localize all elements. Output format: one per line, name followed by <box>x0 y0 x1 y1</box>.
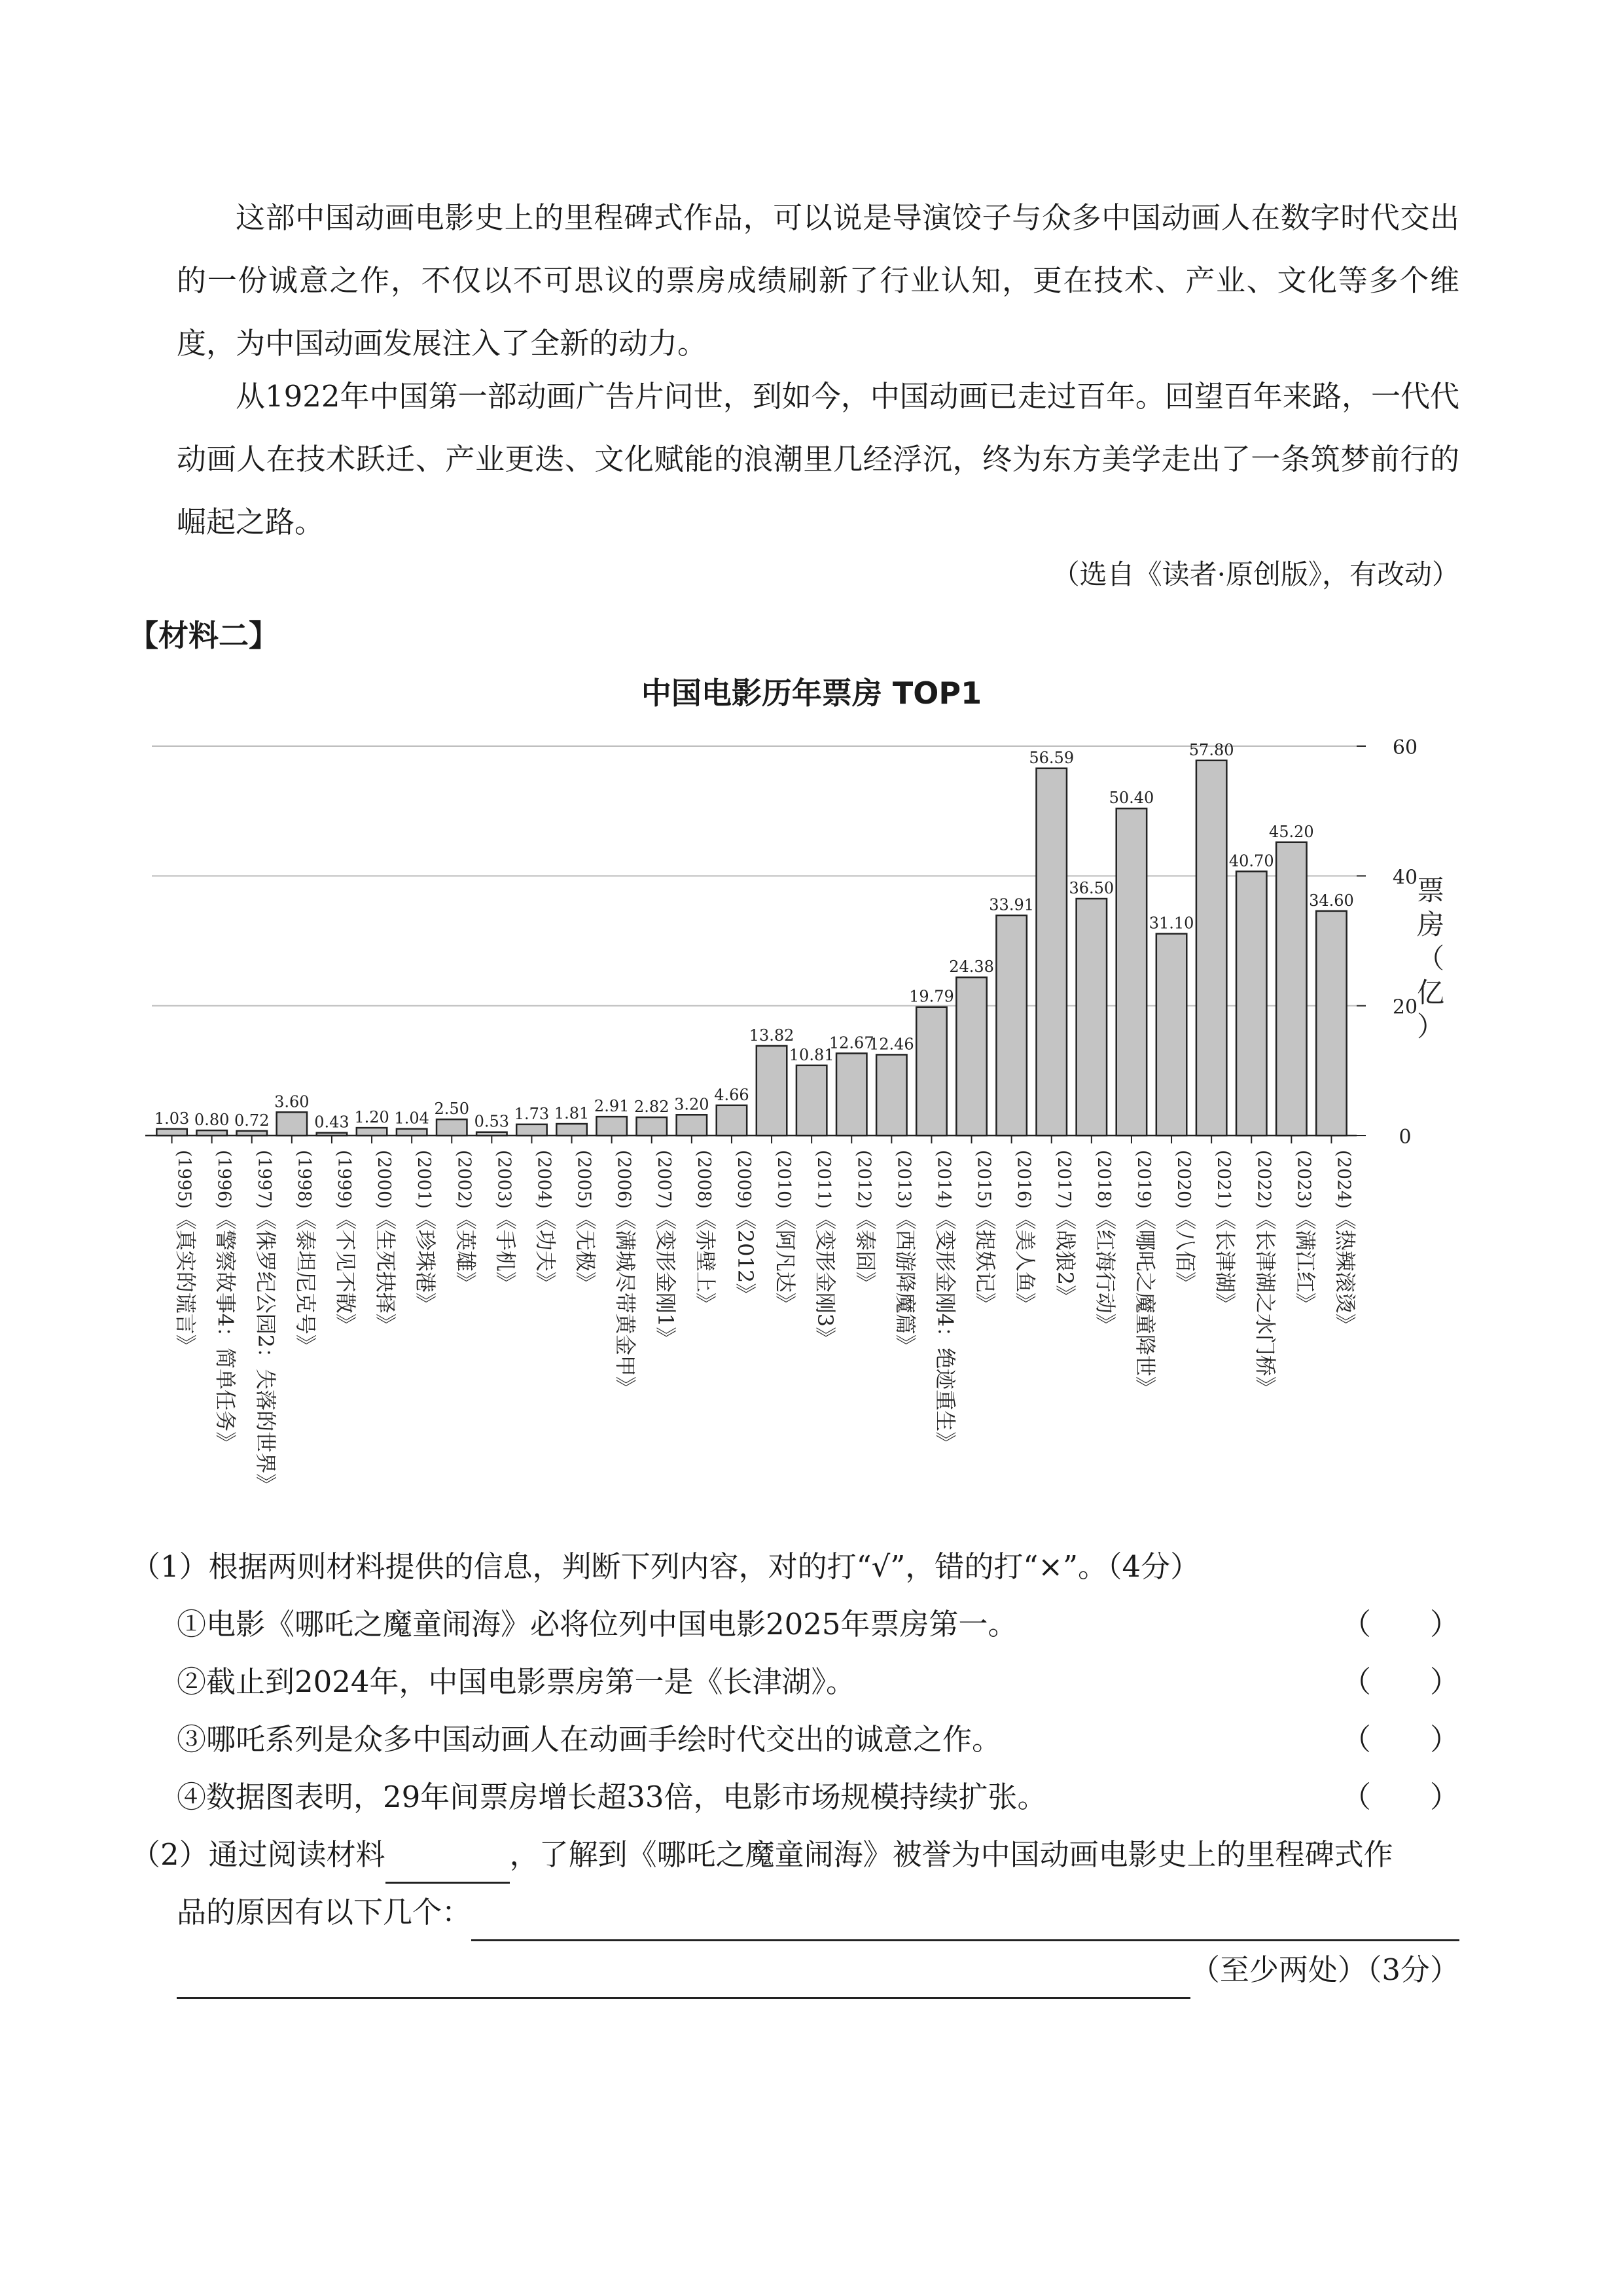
bar-value-label: 50.40 <box>1109 789 1154 808</box>
bar-value-label: 19.79 <box>909 987 954 1006</box>
bar-value-label: 4.66 <box>714 1085 749 1104</box>
x-category-label: (2014)《变形金刚4：绝迹重生》 <box>933 1150 958 1453</box>
question-1 <box>131 1538 1459 1826</box>
bar <box>1156 934 1186 1136</box>
bar-value-label: 10.81 <box>789 1045 834 1064</box>
judgement-item-2 <box>131 1653 1459 1711</box>
source-citation: （选自《读者·原创版》，有改动） <box>1052 558 1459 590</box>
bar-value-label: 24.38 <box>949 958 994 977</box>
x-category-label: (2020)《八佰》 <box>1173 1150 1198 1293</box>
bar <box>277 1112 307 1136</box>
bar <box>516 1124 546 1136</box>
x-category-label: (2021)《长津湖》 <box>1213 1150 1238 1314</box>
x-category-label: (1999)《不见不散》 <box>332 1150 358 1335</box>
question-2-part-2: ，了解到《哪吒之魔童闹海》被誉为中国动画电影史上的里程碑式作 <box>509 1837 1393 1872</box>
bar-value-label: 0.53 <box>474 1112 510 1131</box>
material-two-title: 【材料二】 <box>128 618 279 653</box>
x-category-label: (2002)《英雄》 <box>453 1150 478 1293</box>
judgement-text-2: ②截止到2024年，中国电影票房第一是《长津湖》。 <box>177 1664 856 1699</box>
bar-value-label: 1.81 <box>554 1104 590 1123</box>
judgement-text-4: ④数据图表明，29年间票房增长超33倍，电影市场规模持续扩张。 <box>177 1780 1047 1814</box>
bar <box>876 1054 906 1136</box>
y-axis-label: 票房（亿） <box>1416 874 1445 1043</box>
x-category-label: (2024)《热辣滚烫》 <box>1332 1150 1358 1335</box>
answer-paren-2[interactable]: （ ） <box>1341 1664 1459 1699</box>
bar-value-label: 2.82 <box>634 1098 669 1117</box>
x-category-label: (1995)《真实的谎言》 <box>173 1150 198 1355</box>
bar <box>956 977 986 1136</box>
y-tick-label: 20 <box>1392 996 1418 1019</box>
question-2 <box>131 1826 1459 1999</box>
judgement-text-1: ①电影《哪吒之魔童闹海》必将位列中国电影2025年票房第一。 <box>177 1607 1018 1641</box>
bar-value-label: 12.67 <box>829 1033 874 1052</box>
x-category-label: (2006)《满城尽带黄金甲》 <box>613 1150 638 1397</box>
question-2-part-1: （2）通过阅读材料 <box>131 1837 385 1872</box>
x-category-label: (2022)《长津湖之水门桥》 <box>1253 1150 1278 1397</box>
bar-value-label: 57.80 <box>1188 740 1234 759</box>
bar-value-label: 12.46 <box>868 1035 914 1054</box>
material-blank[interactable] <box>385 1840 510 1884</box>
answer-blank-1[interactable] <box>471 1897 1459 1941</box>
bar-value-label: 3.60 <box>274 1092 310 1111</box>
bar <box>796 1066 827 1136</box>
x-category-label: (2011)《变形金刚3》 <box>813 1150 838 1348</box>
judgement-item-4 <box>131 1768 1459 1826</box>
question-2-part-3: 品的原因有以下几个： <box>177 1895 472 1929</box>
x-category-label: (2009)《2012》 <box>732 1150 758 1304</box>
chart-title: 中国电影历年票房 TOP1 <box>641 675 982 711</box>
bar <box>317 1133 347 1136</box>
y-tick-label: 60 <box>1392 736 1418 759</box>
judgement-text-3: ③哪吒系列是众多中国动画人在动画手绘时代交出的诚意之作。 <box>177 1722 1002 1757</box>
bar <box>637 1117 667 1136</box>
answer-paren-3[interactable]: （ ） <box>1341 1722 1459 1757</box>
bar-value-label: 34.60 <box>1309 891 1354 910</box>
bar <box>717 1105 747 1136</box>
paragraph-1: 这部中国动画电影史上的里程碑式作品，可以说是导演饺子与众多中国动画人在数字时代交出的一份诚意之作，不仅以不可思议的票房成绩刷新了行业认知，更在技术、产业、文化等多个维度，为中国动画发展注入了全新的动力。 <box>177 200 1459 361</box>
bar-value-label: 1.73 <box>514 1104 550 1123</box>
bar <box>357 1128 387 1136</box>
x-category-label: (2018)《红海行动》 <box>1092 1150 1118 1335</box>
bar <box>1116 808 1147 1136</box>
bar <box>1077 899 1107 1136</box>
bar-value-label: 1.04 <box>394 1109 429 1128</box>
bar <box>836 1053 866 1136</box>
bar-value-label: 0.80 <box>194 1111 230 1130</box>
bar <box>596 1117 626 1136</box>
bar-value-label: 1.03 <box>154 1109 190 1128</box>
bar-value-label: 40.70 <box>1228 852 1274 870</box>
answer-paren-1[interactable]: （ ） <box>1341 1607 1459 1641</box>
bar <box>1236 871 1266 1136</box>
x-category-label: (1996)《警察故事4：简单任务》 <box>213 1150 238 1453</box>
bar <box>156 1129 187 1136</box>
bar-value-label: 31.10 <box>1149 914 1194 933</box>
bar-value-label: 3.20 <box>674 1095 709 1114</box>
x-category-label: (1998)《泰坦尼克号》 <box>293 1150 318 1355</box>
bar <box>1196 761 1226 1136</box>
y-tick-label: 0 <box>1399 1126 1412 1149</box>
bar-value-label: 2.91 <box>594 1097 630 1116</box>
question-2-line-2 <box>131 1884 1459 1941</box>
bar-value-label: 13.82 <box>749 1026 794 1045</box>
x-category-label: (2007)《变形金刚1》 <box>652 1150 678 1348</box>
bar <box>996 916 1026 1136</box>
x-category-label: (2005)《无极》 <box>573 1150 598 1293</box>
question-2-line-3 <box>131 1941 1459 1999</box>
x-category-label: (2016)《美人鱼》 <box>1012 1150 1038 1314</box>
bar-value-label: 56.59 <box>1029 748 1075 767</box>
judgement-item-1 <box>131 1596 1459 1653</box>
x-category-label: (1997)《侏罗纪公园2：失落的世界》 <box>253 1150 278 1495</box>
bar <box>397 1129 427 1136</box>
bar-value-label: 33.91 <box>989 895 1035 914</box>
judgement-item-3 <box>131 1711 1459 1768</box>
bar <box>757 1046 787 1136</box>
bar-value-label: 2.50 <box>434 1100 469 1119</box>
x-category-label: (2003)《手机》 <box>493 1150 518 1293</box>
answer-paren-4[interactable]: （ ） <box>1341 1780 1459 1814</box>
bar-value-label: 36.50 <box>1069 879 1115 898</box>
bar-value-label: 0.43 <box>314 1113 349 1132</box>
bar <box>1037 768 1067 1136</box>
x-category-label: (2015)《捉妖记》 <box>972 1150 998 1314</box>
bar <box>556 1124 586 1136</box>
bar <box>437 1119 467 1136</box>
x-category-label: (2017)《战狼2》 <box>1052 1150 1078 1306</box>
bar <box>196 1130 226 1136</box>
paragraph-2: 从1922年中国第一部动画广告片问世，到如今，中国动画已走过百年。回望百年来路，一代代动画人在技术跃迁、产业更迭、文化赋能的浪潮里几经浮沉，终为东方美学走出了一条筑梦前行的崛起之路。 <box>177 379 1459 539</box>
question-2-line-1 <box>131 1826 1459 1884</box>
x-category-label: (2000)《生死抉择》 <box>373 1150 399 1335</box>
x-category-label: (2008)《赤壁上》 <box>692 1150 718 1314</box>
bar <box>1316 911 1346 1136</box>
x-category-label: (2012)《泰囧》 <box>853 1150 878 1293</box>
bar <box>476 1132 507 1136</box>
bar <box>677 1115 707 1136</box>
y-tick-label: 40 <box>1392 866 1418 889</box>
answer-blank-2[interactable] <box>177 1955 1190 1999</box>
x-category-label: (2010)《阿凡达》 <box>773 1150 798 1314</box>
x-category-label: (2001)《珍珠港》 <box>413 1150 438 1314</box>
x-category-label: (2013)《西游降魔篇》 <box>893 1150 918 1355</box>
bar <box>237 1131 267 1136</box>
bar-value-label: 0.72 <box>234 1111 270 1130</box>
bar <box>916 1007 946 1136</box>
bar <box>1276 842 1306 1136</box>
x-category-label: (2019)《哪吒之魔童降世》 <box>1132 1150 1158 1397</box>
x-category-label: (2004)《功夫》 <box>533 1150 558 1293</box>
bar-value-label: 1.20 <box>354 1108 389 1127</box>
question-1-stem: （1）根据两则材料提供的信息，判断下列内容，对的打“√”，错的打“×”。（4分） <box>131 1549 1200 1584</box>
x-category-label: (2023)《满江红》 <box>1293 1150 1318 1314</box>
question-2-note: （至少两处）（3分） <box>1190 1952 1459 1987</box>
bar-value-label: 45.20 <box>1268 822 1314 841</box>
